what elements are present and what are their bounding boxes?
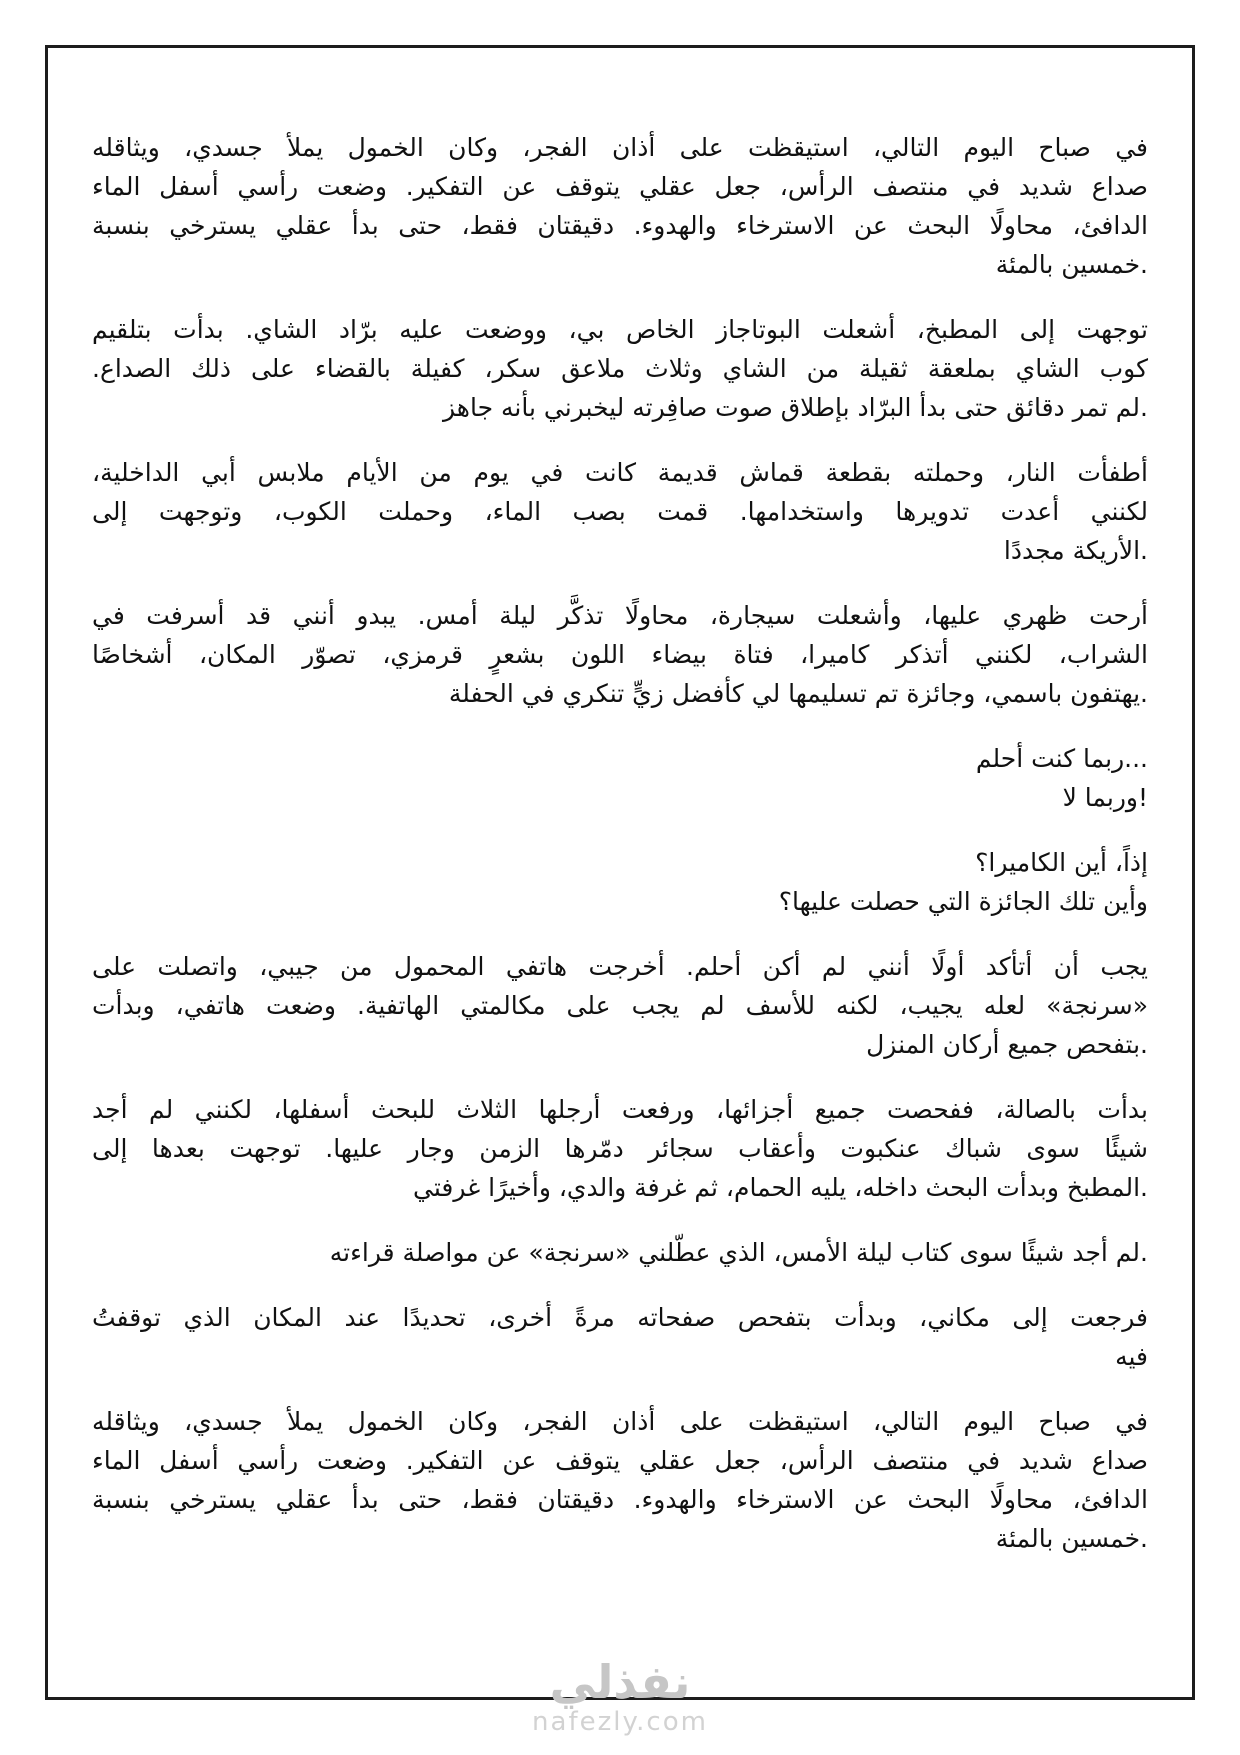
paragraph bbox=[92, 739, 1148, 817]
text-line: في صباح اليوم التالي، استيقظت على أذان الفجر، وكان الخمول يملأ جسدي، ويثاقله bbox=[92, 133, 1148, 162]
watermark-site-url: nafezly.com bbox=[532, 1707, 708, 1737]
text-line: فيه bbox=[1115, 1342, 1148, 1371]
paragraph bbox=[92, 1298, 1148, 1376]
paragraph bbox=[92, 843, 1148, 921]
text-line: .المطبخ وبدأت البحث داخله، يليه الحمام، ثم غرفة والدي، وأخيرًا غرفتي bbox=[413, 1173, 1148, 1202]
text-line: .بتفحص جميع أركان المنزل bbox=[866, 1030, 1148, 1059]
text-line: يجب أن أتأكد أولًا أنني لم أكن أحلم. أخرجت هاتفي المحمول من جيبي، واتصلت على bbox=[92, 952, 1148, 981]
paragraph bbox=[92, 453, 1148, 570]
text-line: صداع شديد في منتصف الرأس، جعل عقلي يتوقف عن التفكير. وضعت رأسي أسفل الماء bbox=[92, 172, 1148, 201]
text-line: أطفأت النار، وحملته بقطعة قماش قديمة كانت في يوم من الأيام ملابس أبي الداخلية، bbox=[92, 458, 1148, 487]
nafezly-logo: نفذلي bbox=[549, 1655, 691, 1709]
text-line: الدافئ، محاولًا البحث عن الاسترخاء والهدوء. دقيقتان فقط، حتى بدأ عقلي يسترخي بنسبة bbox=[92, 1485, 1148, 1514]
paragraph bbox=[92, 1402, 1148, 1558]
text-line: .الأريكة مجددًا bbox=[1003, 536, 1148, 565]
text-line: .خمسين بالمئة bbox=[995, 250, 1148, 279]
text-line: !وربما لا bbox=[1062, 783, 1148, 812]
paragraph bbox=[92, 947, 1148, 1064]
paragraph bbox=[92, 1090, 1148, 1207]
text-line: «سرنجة» لعله يجيب، لكنه للأسف لم يجب على مكالمتي الهاتفية. وضعت هاتفي، وبدأت bbox=[92, 991, 1148, 1020]
text-line: إذاً، أين الكاميرا؟ bbox=[975, 848, 1148, 877]
text-line: صداع شديد في منتصف الرأس، جعل عقلي يتوقف عن التفكير. وضعت رأسي أسفل الماء bbox=[92, 1446, 1148, 1475]
text-line: أرحت ظهري عليها، وأشعلت سيجارة، محاولًا تذكَّر ليلة أمس. يبدو أنني قد أسرفت في bbox=[92, 601, 1148, 630]
text-line: فرجعت إلى مكاني، وبدأت بتفحص صفحاته مرةً أخرى، تحديدًا عند المكان الذي توقفتُ bbox=[92, 1303, 1148, 1332]
text-line: شيئًا سوى شباك عنكبوت وأعقاب سجائر دمّرها الزمن وجار عليها. توجهت بعدها إلى bbox=[92, 1134, 1148, 1163]
text-line: .يهتفون باسمي، وجائزة تم تسليمها لي كأفضل زيٍّ تنكري في الحفلة bbox=[448, 679, 1148, 708]
text-line: بدأت بالصالة، ففحصت جميع أجزائها، ورفعت أرجلها الثلاث للبحث أسفلها، لكنني لم أجد bbox=[92, 1095, 1148, 1124]
text-line: كوب الشاي بملعقة ثقيلة من الشاي وثلاث ملاعق سكر، كفيلة بالقضاء على ذلك الصداع. bbox=[92, 354, 1148, 383]
text-line: .لم تمر دقائق حتى بدأ البرّاد بإطلاق صوت صافِرته ليخبرني بأنه جاهز bbox=[442, 393, 1148, 422]
paragraph bbox=[92, 128, 1148, 284]
document-text bbox=[92, 128, 1148, 1584]
text-line: لكنني أعدت تدويرها واستخدامها. قمت بصب الماء، وحملت الكوب، وتوجهت إلى bbox=[92, 497, 1148, 526]
text-line: .خمسين بالمئة bbox=[995, 1524, 1148, 1553]
text-line: في صباح اليوم التالي، استيقظت على أذان الفجر، وكان الخمول يملأ جسدي، ويثاقله bbox=[92, 1407, 1148, 1436]
text-line: ...ربما كنت أحلم bbox=[975, 744, 1148, 773]
paragraph bbox=[92, 1233, 1148, 1272]
paragraph bbox=[92, 310, 1148, 427]
text-line: الشراب، لكنني أتذكر كاميرا، فتاة بيضاء اللون بشعرٍ قرمزي، تصوّر المكان، أشخاصًا bbox=[92, 640, 1148, 669]
text-line: .لم أجد شيئًا سوى كتاب ليلة الأمس، الذي عطّلني «سرنجة» عن مواصلة قراءته bbox=[329, 1238, 1148, 1267]
text-line: وأين تلك الجائزة التي حصلت عليها؟ bbox=[778, 887, 1148, 916]
text-line: توجهت إلى المطبخ، أشعلت البوتاجاز الخاص بي، ووضعت عليه برّاد الشاي. بدأت بتلقيم bbox=[92, 315, 1148, 344]
text-line: الدافئ، محاولًا البحث عن الاسترخاء والهدوء. دقيقتان فقط، حتى بدأ عقلي يسترخي بنسبة bbox=[92, 211, 1148, 240]
paragraph bbox=[92, 596, 1148, 713]
